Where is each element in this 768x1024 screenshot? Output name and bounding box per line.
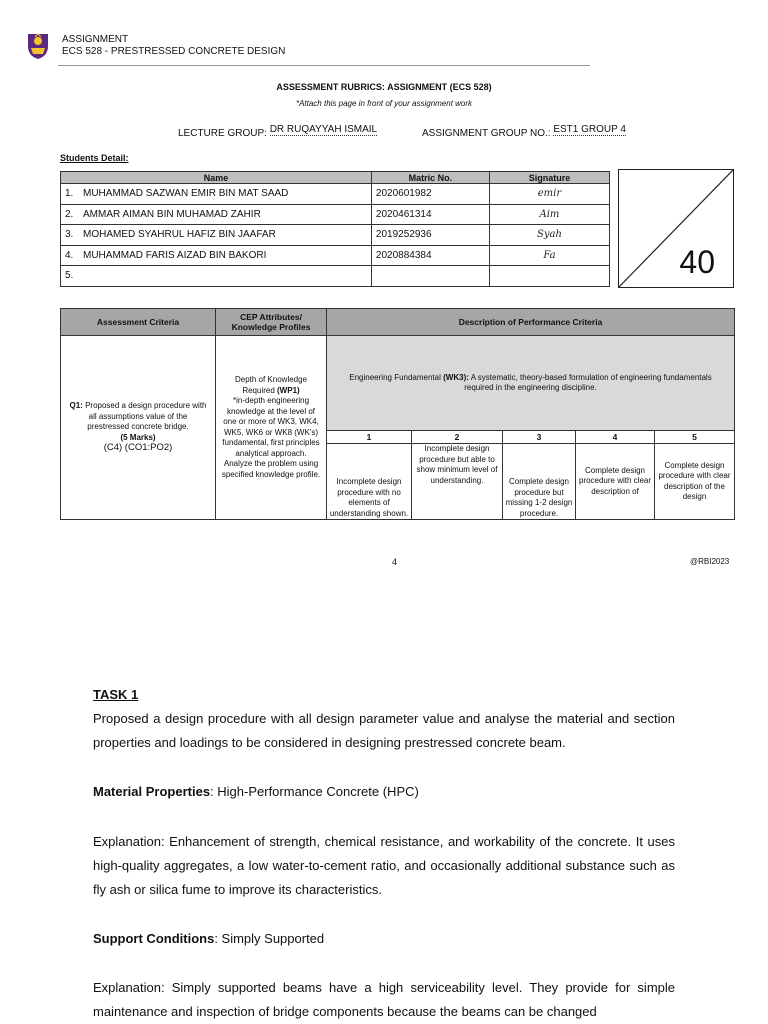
- signature: Fa: [543, 249, 556, 261]
- lecture-group-value: DR RUQAYYAH ISMAIL: [269, 124, 378, 135]
- header-line-1: ASSIGNMENT: [62, 34, 129, 45]
- table-row: [61, 184, 610, 205]
- question-label: Q1:: [69, 401, 83, 411]
- assignment-group-label: ASSIGNMENT GROUP NO.:: [422, 128, 551, 139]
- col-header-name: Name: [61, 172, 372, 184]
- header-divider: [58, 65, 590, 66]
- lecture-group-label: LECTURE GROUP:: [178, 128, 267, 139]
- assignment-group-value: EST1 GROUP 4: [553, 124, 626, 135]
- cep-attributes-cell: [216, 336, 327, 520]
- lecture-group: [178, 124, 378, 140]
- student-name: MUHAMMAD SAZWAN EMIR BIN MAT SAAD: [83, 188, 289, 200]
- matric-no: 2020461314: [371, 204, 489, 225]
- signature: [489, 266, 609, 287]
- material-explanation: Explanation: Enhancement of strength, chemical resistance, and workability of the concrete. It uses high-quality aggregates, a low water-to-cement ratio, and occasionally additional substance such as fly ash or silica fume to improve its characteristics.: [93, 834, 675, 897]
- level-1-header: 1: [327, 431, 412, 444]
- col-header-matric: Matric No.: [371, 172, 489, 184]
- assessment-criteria-cell: [61, 336, 216, 520]
- signature: emir: [537, 188, 562, 200]
- description-text: A systematic, theory-based formulation of engineering fundamentals required in the engineering discipline.: [464, 372, 712, 392]
- matric-no: 2020601982: [371, 184, 489, 205]
- description-pre: Engineering Fundamental: [349, 372, 441, 382]
- table-row: [61, 266, 610, 287]
- matric-no: 2019252936: [371, 225, 489, 246]
- support-conditions: [93, 927, 675, 951]
- question-text: Proposed a design procedure with all assumptions value of the prestressed concrete bridge.: [85, 401, 207, 432]
- question-marks: (5 Marks): [120, 432, 156, 442]
- total-mark-box: [618, 169, 734, 288]
- level-3-text: Complete design procedure but missing 1-2 design procedure.: [503, 444, 576, 520]
- level-1-text: Incomplete design procedure with no elements of understanding shown.: [327, 444, 412, 520]
- header-line-2: ECS 528 - PRESTRESSED CONCRETE DESIGN: [62, 46, 286, 57]
- assignment-group: [422, 124, 626, 140]
- students-detail-label: Students Detail:: [60, 153, 129, 163]
- signature: Aim: [539, 208, 560, 220]
- cep-analyze-text: Analyze the problem using specified knowledge profile.: [221, 459, 321, 479]
- cep-depth-code: (WP1): [277, 385, 300, 395]
- table-row: [61, 204, 610, 225]
- performance-description-cell: [327, 336, 735, 431]
- rubric-header-cep: CEP Attributes/ Knowledge Profiles: [216, 309, 327, 336]
- task-intro: Proposed a design procedure with all design parameter value and analyse the material and section properties and loadings to be considered in designing prestressed concrete beam.: [93, 711, 675, 750]
- signature: Syah: [537, 229, 562, 241]
- page-subtitle: *Attach this page in front of your assignment work: [295, 99, 473, 108]
- question-codes: (C4) (CO1:PO2): [103, 442, 173, 454]
- students-table: [60, 171, 610, 287]
- level-3-header: 3: [503, 431, 576, 444]
- description-code: (WK3):: [443, 372, 469, 382]
- rubric-table: [60, 308, 735, 520]
- mark-box-diagonal: [619, 170, 733, 287]
- task-title: [93, 683, 675, 707]
- level-2-header: 2: [412, 431, 503, 444]
- document-header: [62, 34, 285, 58]
- rubric-header-criteria: Assessment Criteria: [61, 309, 216, 336]
- level-4-text: Complete design procedure with clear description of: [576, 444, 655, 520]
- row-number: 1.: [65, 188, 74, 200]
- material-label: Material Properties: [93, 784, 211, 799]
- copyright: @RBI2023: [690, 557, 730, 566]
- page-title: ASSESSMENT RUBRICS: ASSIGNMENT (ECS 528): [276, 82, 492, 92]
- page-number: 4: [392, 557, 398, 567]
- total-mark: 40: [679, 244, 715, 280]
- table-row: [61, 225, 610, 246]
- support-explanation: Explanation: Simply supported beams have a high serviceability level. They provide for simple maintenance and inspection of bridge components because the beams can be changed: [93, 980, 675, 1019]
- matric-no: [371, 266, 489, 287]
- cep-depth-text: Depth of Knowledge Required: [234, 375, 308, 395]
- support-label: Support Conditions: [93, 931, 215, 946]
- rubric-header-description: Description of Performance Criteria: [327, 309, 735, 336]
- student-name: MOHAMED SYAHRUL HAFIZ BIN JAAFAR: [83, 229, 276, 241]
- row-number: 5.: [65, 270, 74, 282]
- student-name: MUHAMMAD FARIS AIZAD BIN BAKORI: [83, 249, 267, 261]
- task-heading: TASK 1: [93, 687, 139, 702]
- student-name: AMMAR AIMAN BIN MUHAMAD ZAHIR: [83, 208, 261, 220]
- row-number: 4.: [65, 249, 74, 261]
- level-2-text: Incomplete design procedure but able to show minimum level of understanding.: [412, 444, 503, 520]
- col-header-signature: Signature: [489, 172, 609, 184]
- material-properties: [93, 780, 675, 804]
- material-value: : High-Performance Concrete (HPC): [210, 784, 419, 799]
- row-number: 2.: [65, 208, 74, 220]
- level-5-header: 5: [655, 431, 735, 444]
- cep-knowledge-text: *in-depth engineering knowledge at the level of one or more of WK3, WK4, WK5, WK6 or WK8 (WK's) fundamental, first principles analytical approach.: [222, 396, 320, 458]
- table-row: [61, 245, 610, 266]
- row-number: 3.: [65, 229, 74, 241]
- level-5-text: Complete design procedure with clear description of the design: [655, 444, 735, 520]
- matric-no: 2020884384: [371, 245, 489, 266]
- level-4-header: 4: [576, 431, 655, 444]
- university-crest-icon: [26, 32, 50, 60]
- support-value: : Simply Supported: [214, 931, 325, 946]
